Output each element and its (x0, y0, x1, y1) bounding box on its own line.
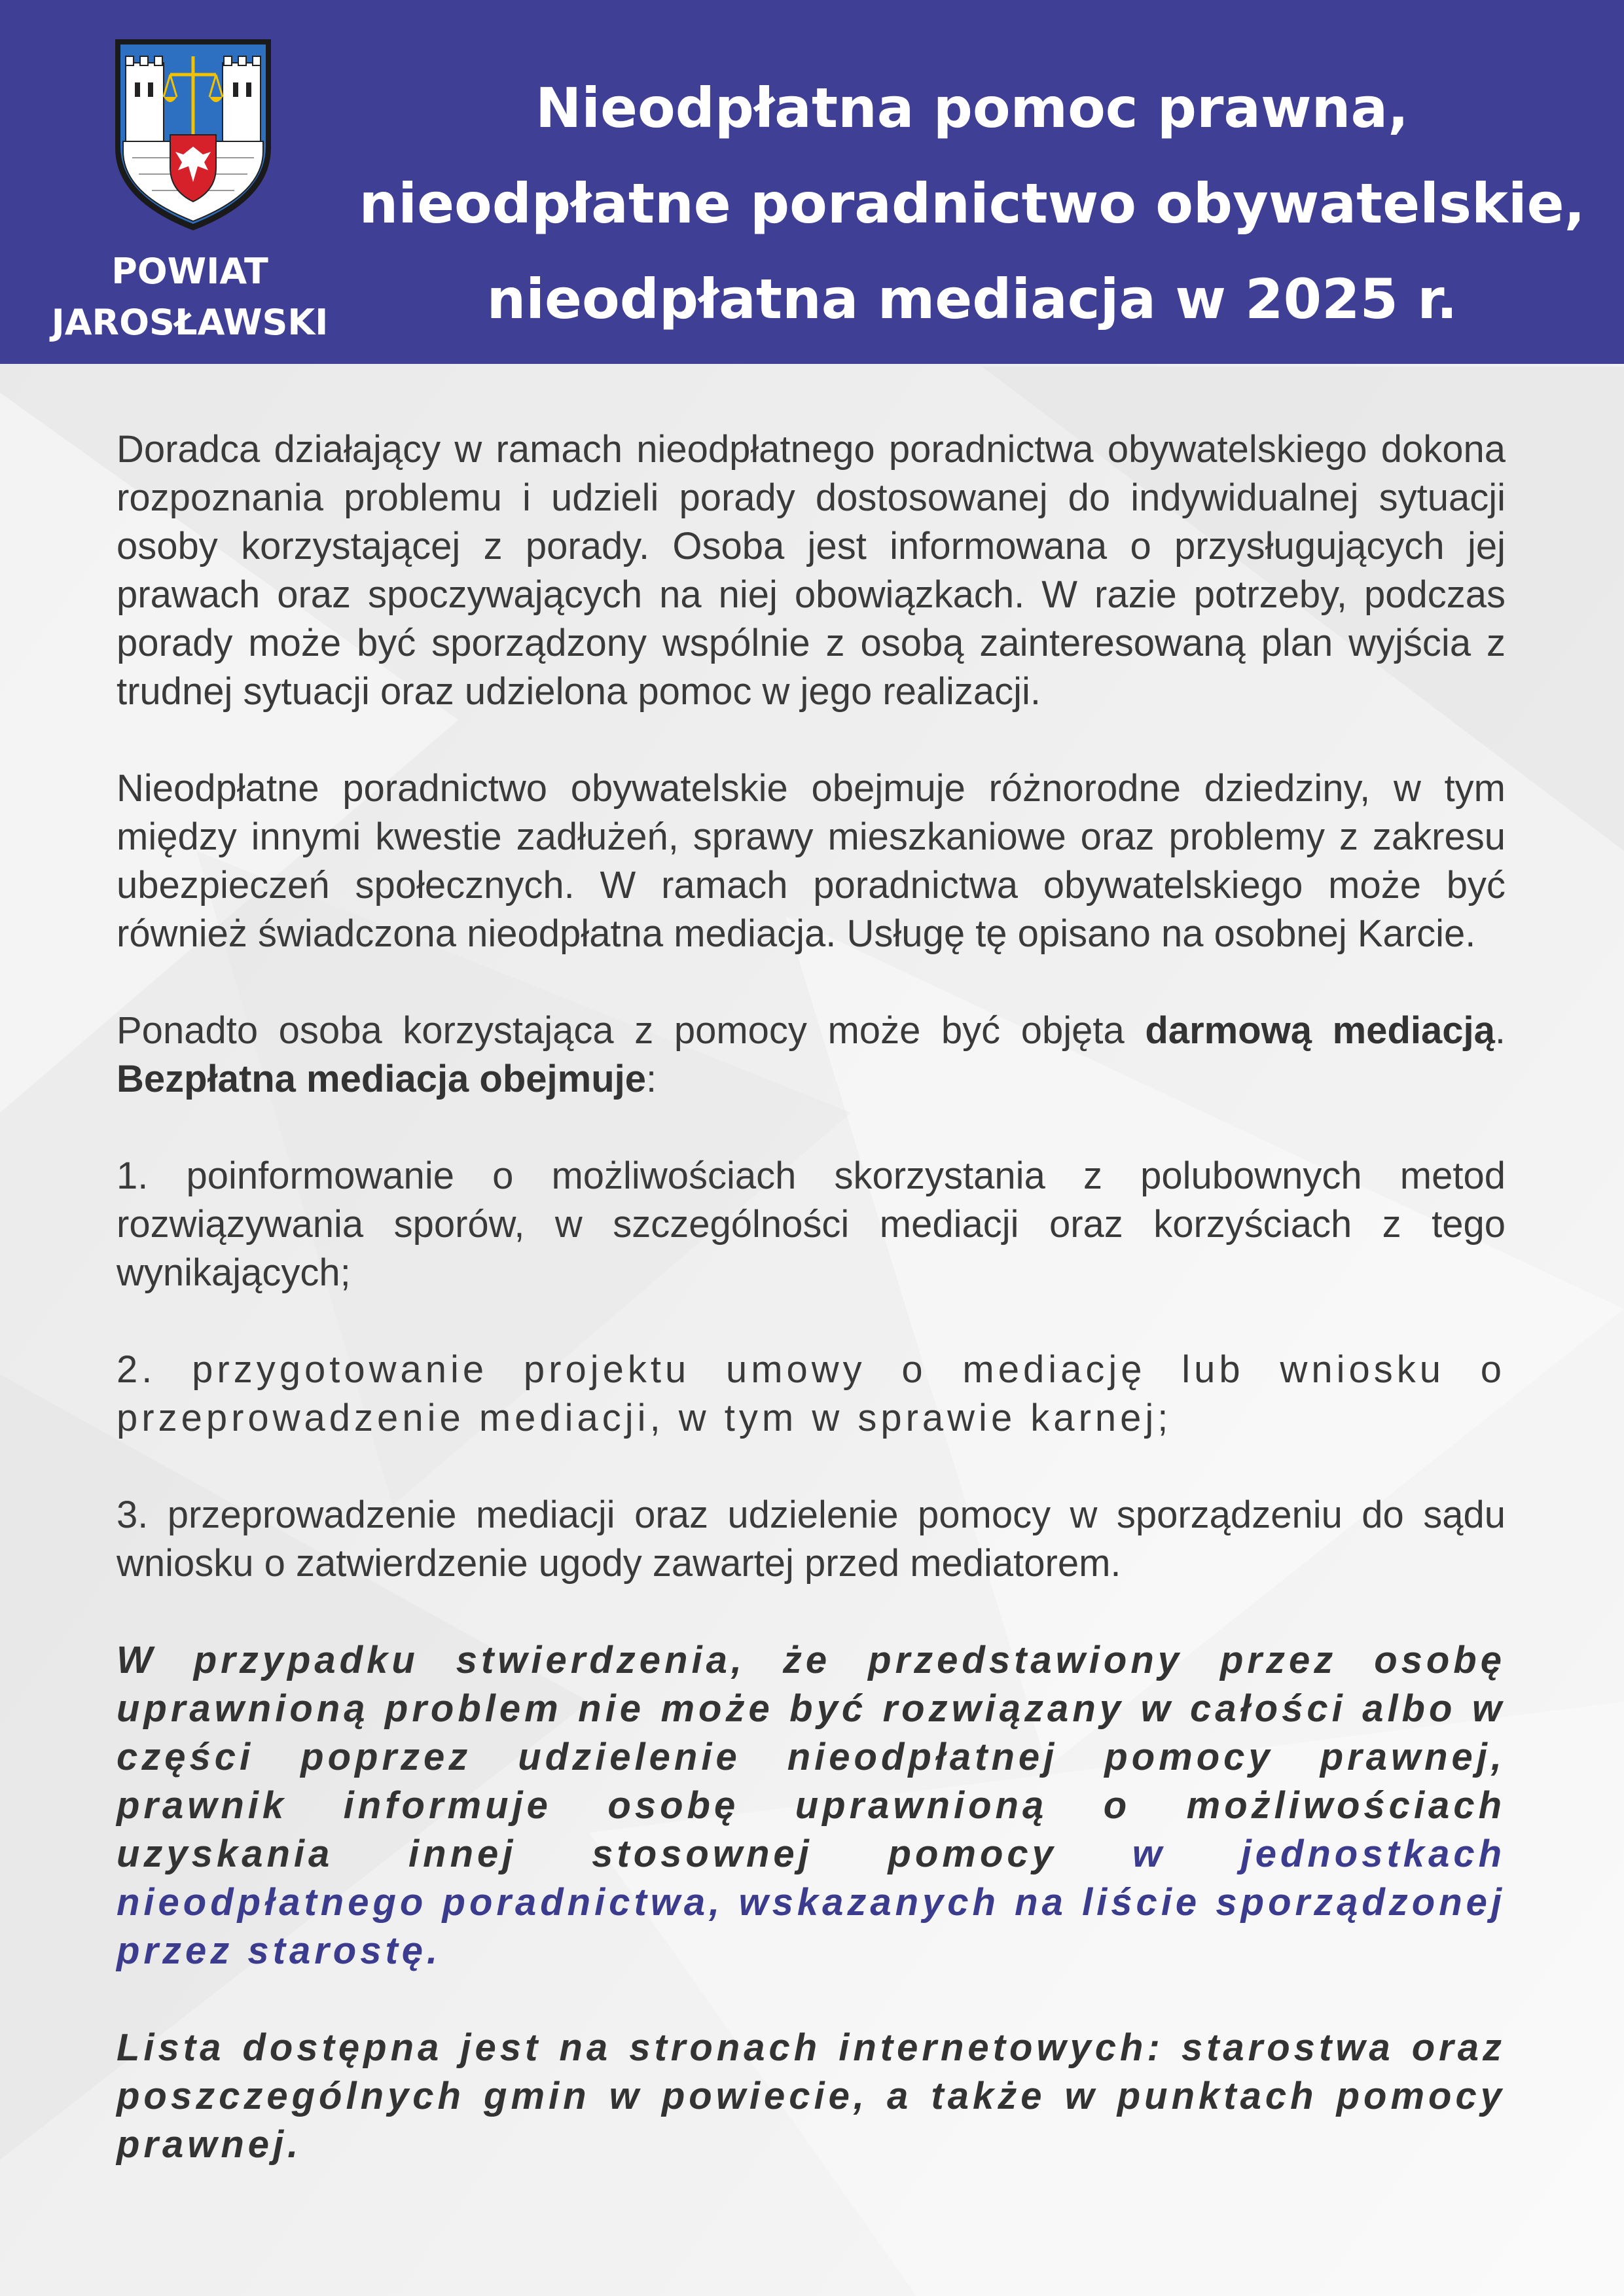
paragraph-list-availability: Lista dostępna jest na stronach internetowych: starostwa oraz poszczególnych gmin w powiecie, a także w punktach pomocy prawnej. (117, 2026, 1506, 2166)
list-item-3: 3. przeprowadzenie mediacji oraz udzielenie pomocy w sporządzeniu do sądu wniosku o zatwierdzenie ugody zawartej przed mediatorem. (117, 1494, 1506, 1585)
page-title (327, 60, 1617, 347)
mediation-includes-bold: Bezpłatna mediacja obejmuje (117, 1058, 647, 1100)
other-help-highlight: w jednostkach nieodpłatnego poradnictwa, wskazanych na liście sporządzonej przez starostę. (117, 1833, 1506, 1972)
list-item-1: 1. poinformowanie o możliwościach skorzystania z polubownych metod rozwiązywania sporów, w szczególności mediacji oraz korzyściach z tego wynikających; (117, 1155, 1506, 1294)
paragraph-scope: Nieodpłatne poradnictwo obywatelskie obejmuje różnorodne dziedziny, w tym między innymi kwestie zadłużeń, sprawy mieszkaniowe oraz problemy z zakresu ubezpieczeń społecznych. W ramach poradnictwa obywatelskiego może być również świadczona nieodpłatna mediacja. Usługę tę opisano na osobnej Karcie. (117, 767, 1506, 955)
document-body (117, 425, 1506, 2217)
coat-of-arms-icon (113, 37, 274, 233)
title-line-3: nieodpłatna mediacja w 2025 r. (486, 267, 1458, 331)
title-line-2: nieodpłatne poradnictwo obywatelskie, (359, 171, 1585, 236)
paragraph-other-help (117, 1636, 1506, 1975)
header-banner (0, 0, 1624, 364)
paragraph-mediation-intro (117, 1007, 1506, 1103)
list-item-2: 2. przygotowanie projektu umowy o mediację lub wniosku o przeprowadzenie mediacji, w tym w sprawie karnej; (117, 1348, 1506, 1439)
logo-line-powiat: POWIAT (111, 251, 268, 292)
mediation-free-bold: darmową mediacją (1145, 1009, 1495, 1052)
other-help-text: W przypadku stwierdzenia, że przedstawiony przez osobę uprawnioną problem nie może być rozwiązany w całości albo w części poprzez udzielenie nieodpłatnej pomocy prawnej, prawnik informuje osobę uprawnioną o możliwościach uzyskania innej stosownej pomocy (117, 1639, 1506, 1875)
title-line-1: Nieodpłatna pomoc prawna, (535, 76, 1409, 140)
mediation-intro-colon: : (646, 1058, 657, 1100)
logo-line-jaroslawski: JAROSŁAWSKI (51, 302, 329, 343)
mediation-intro-dot: . (1494, 1009, 1506, 1052)
mediation-intro-text: Ponadto osoba korzystająca z pomocy może być objęta (117, 1009, 1146, 1052)
logo-caption (26, 246, 353, 348)
paragraph-advisor: Doradca działający w ramach nieodpłatnego poradnictwa obywatelskiego dokona rozpoznania problemu i udzieli porady dostosowanej do indywidualnej sytuacji osoby korzystającej z porady. Osoba jest informowana o przysługujących jej prawach oraz spoczywających na niej obowiązkach. W razie potrzeby, podczas porady może być sporządzony wspólnie z osobą zainteresowaną plan wyjścia z trudnej sytuacji oraz udzielona pomoc w jego realizacji. (117, 428, 1506, 713)
